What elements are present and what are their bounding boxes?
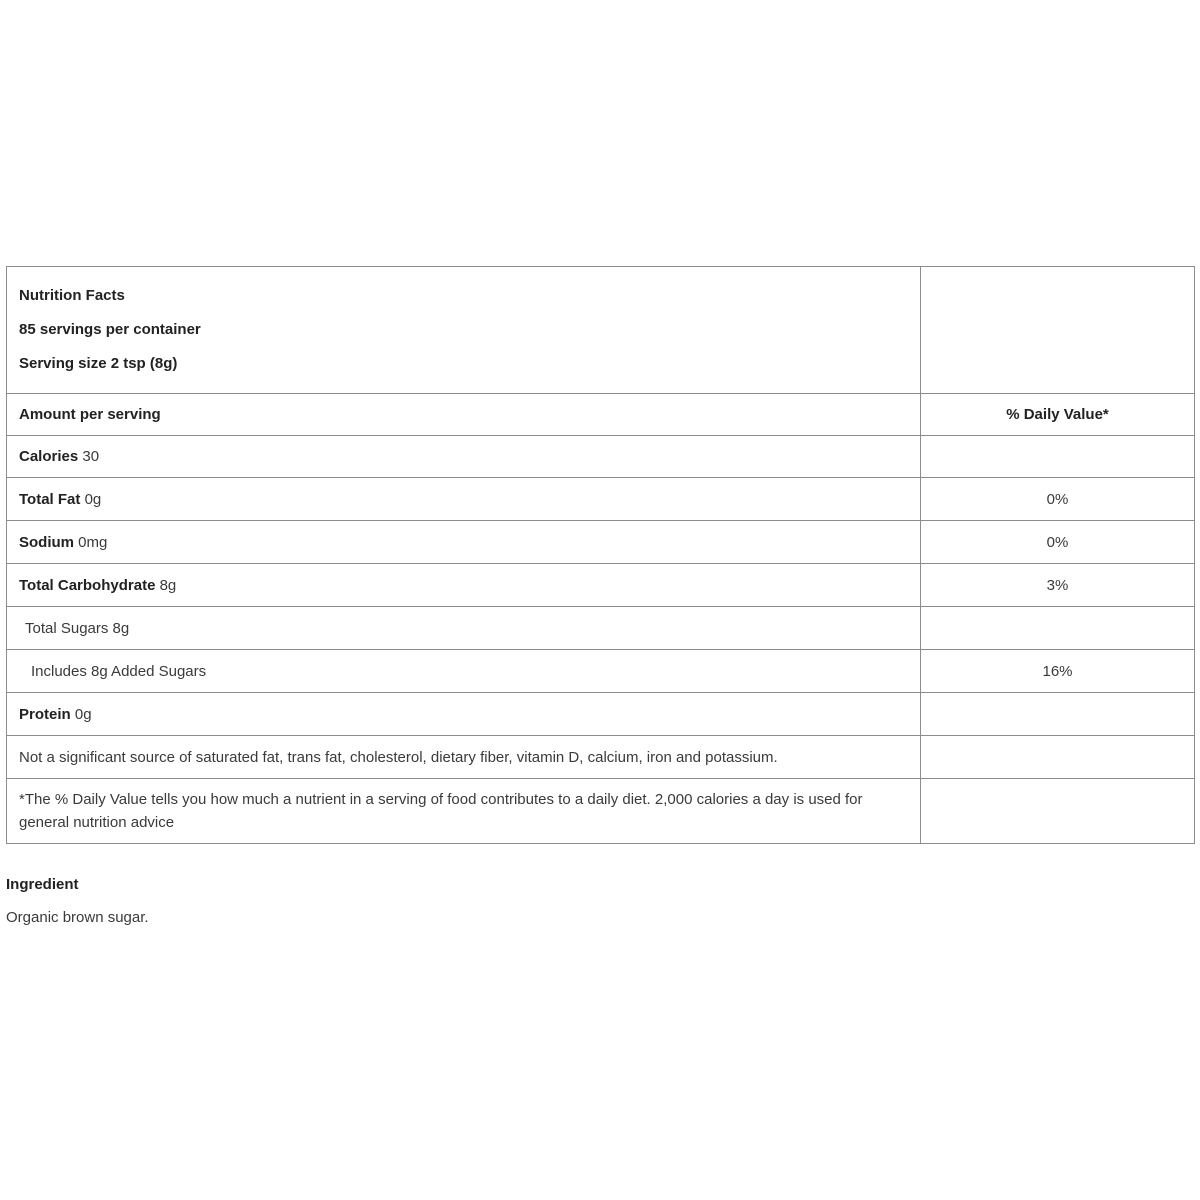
ingredient-title: Ingredient <box>6 876 79 893</box>
daily-value-footnote: *The % Daily Value tells you how much a nutrient in a serving of food contributes to a daily diet. 2,000 calories a day is used for general nutrition advice <box>7 779 921 844</box>
total-fat-dv: 0% <box>921 478 1195 521</box>
ingredient-section <box>6 876 149 926</box>
sodium-dv: 0% <box>921 521 1195 564</box>
protein-dv <box>921 693 1195 736</box>
servings-per-container: 85 servings per container <box>19 321 201 338</box>
serving-size: Serving size 2 tsp (8g) <box>19 355 178 372</box>
nutrient-amount: 0mg <box>78 533 108 551</box>
not-significant-note: Not a significant source of saturated fat, trans fat, cholesterol, dietary fiber, vitamin D, calcium, iron and potassium. <box>7 736 921 779</box>
header-cell <box>7 267 921 394</box>
nutrient-label: Sodium <box>19 533 74 551</box>
nutrient-label: Total Fat <box>19 490 81 508</box>
total-fat-cell <box>7 478 921 521</box>
sodium-cell <box>7 521 921 564</box>
table-row-header <box>7 267 1195 394</box>
total-carbohydrate-cell <box>7 564 921 607</box>
nutrient-label: Total Carbohydrate <box>19 576 156 594</box>
nutrition-title: Nutrition Facts <box>19 287 125 304</box>
calories-dv <box>921 436 1195 478</box>
total-sugars-label: Total Sugars 8g <box>7 607 921 650</box>
nutrition-facts-panel <box>6 266 1194 844</box>
total-carbohydrate-dv: 3% <box>921 564 1195 607</box>
table-row-calories <box>7 436 1195 478</box>
amount-per-serving-heading: Amount per serving <box>7 394 921 436</box>
nutrition-table <box>6 266 1195 844</box>
table-row-sodium <box>7 521 1195 564</box>
added-sugars-label: Includes 8g Added Sugars <box>7 650 921 693</box>
header-empty-cell <box>921 267 1195 394</box>
total-sugars-dv <box>921 607 1195 650</box>
table-row-protein <box>7 693 1195 736</box>
table-row-added-sugars <box>7 650 1195 693</box>
ingredient-text: Organic brown sugar. <box>6 909 149 926</box>
nutrient-amount: 0g <box>74 705 92 723</box>
not-significant-empty <box>921 736 1195 779</box>
table-row-not-significant <box>7 736 1195 779</box>
daily-value-heading: % Daily Value* <box>921 394 1195 436</box>
table-row-total-sugars <box>7 607 1195 650</box>
nutrient-label: Calories <box>19 448 79 465</box>
nutrient-label: Protein <box>19 705 71 723</box>
table-row-column-headers <box>7 394 1195 436</box>
calories-cell <box>7 436 921 478</box>
nutrient-amount: 30 <box>82 448 100 465</box>
table-row-total-fat <box>7 478 1195 521</box>
nutrient-amount: 0g <box>84 490 102 508</box>
table-row-daily-value-note <box>7 779 1195 844</box>
added-sugars-dv: 16% <box>921 650 1195 693</box>
nutrient-amount: 8g <box>159 576 177 594</box>
protein-cell <box>7 693 921 736</box>
table-row-total-carbohydrate <box>7 564 1195 607</box>
daily-value-footnote-empty <box>921 779 1195 844</box>
